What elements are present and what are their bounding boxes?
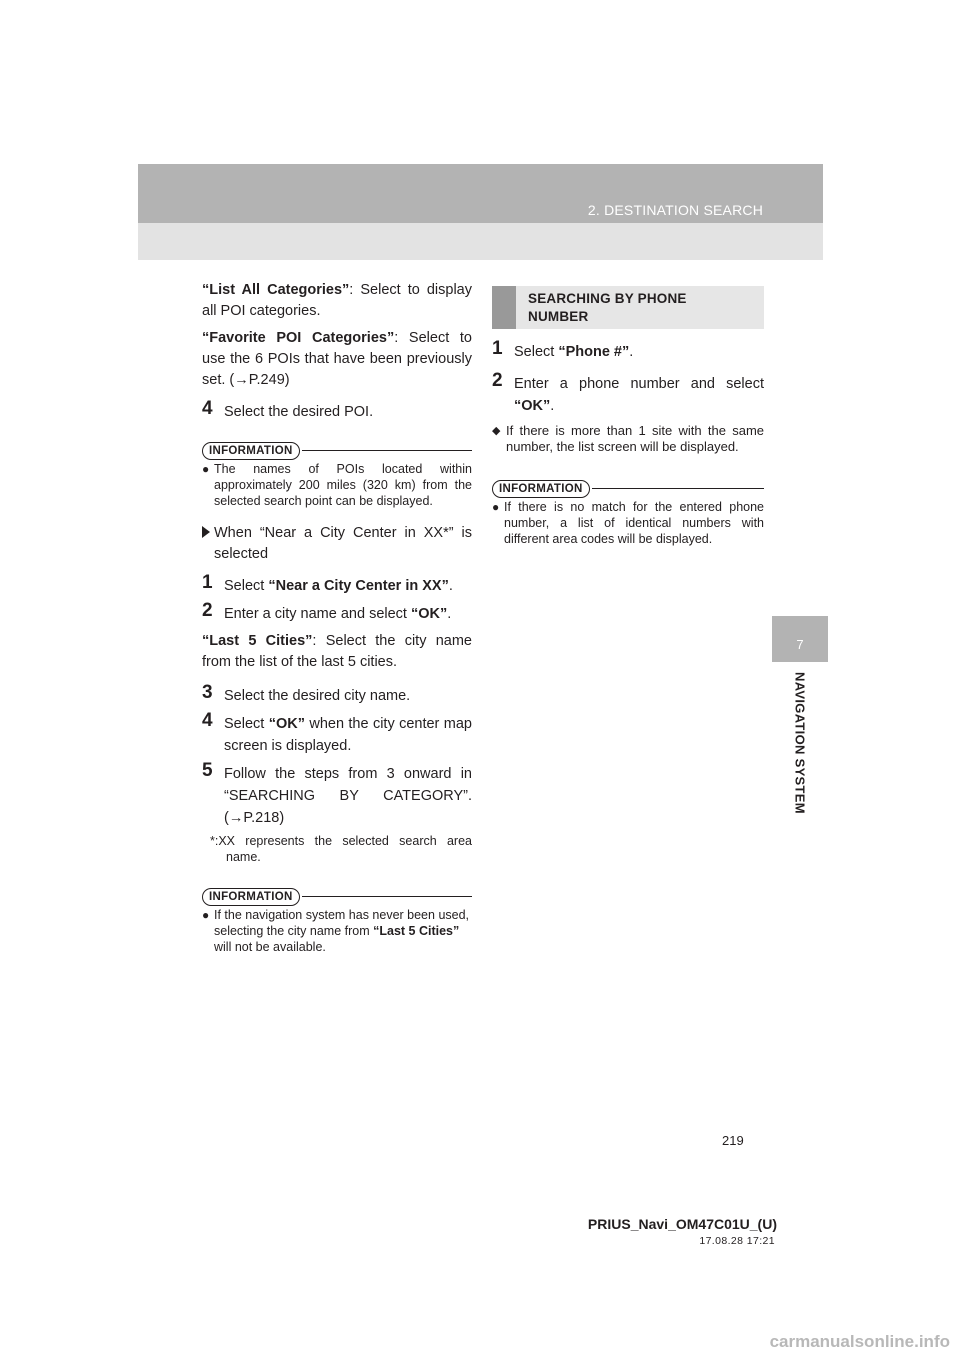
chapter-side-label bbox=[790, 672, 810, 812]
bullet-diamond-icon: ◆ bbox=[492, 425, 501, 437]
step-number: 5 bbox=[202, 760, 213, 781]
list-all-text: : Select to display all POI categories. bbox=[202, 282, 472, 319]
favorite-term: “Favorite POI Categories” bbox=[202, 330, 395, 346]
step-text-end: when the city center map screen is displayed. bbox=[224, 716, 472, 754]
last-5-text: : Select the city name from the list of the last 5 cities. bbox=[202, 633, 472, 670]
step-text-end: . bbox=[629, 344, 634, 360]
step-text: Select the desired POI. bbox=[224, 404, 374, 420]
section-heading-phone bbox=[492, 286, 764, 329]
information-divider bbox=[592, 488, 764, 489]
step-term: “Phone #” bbox=[558, 344, 630, 360]
information-box-3 bbox=[492, 479, 764, 547]
information-divider bbox=[302, 896, 472, 897]
step-text: Select bbox=[224, 578, 269, 594]
watermark: carmanualsonline.info bbox=[769, 1332, 950, 1351]
triangle-arrow-icon bbox=[202, 526, 210, 538]
information-box-1 bbox=[202, 441, 472, 509]
step-text-end: . bbox=[447, 606, 452, 622]
section-header-text: 2. DESTINATION SEARCH bbox=[587, 202, 763, 218]
step-text: Enter a city name and select bbox=[224, 606, 411, 622]
chapter-number: 7 bbox=[796, 637, 804, 652]
header-bar bbox=[138, 164, 823, 223]
information-divider bbox=[302, 450, 472, 451]
step-number: 4 bbox=[202, 398, 213, 419]
step-phone-2 bbox=[492, 370, 764, 417]
step-near-city-1 bbox=[202, 572, 472, 597]
step-text: Select bbox=[224, 716, 269, 732]
near-city-heading bbox=[202, 523, 472, 565]
chapter-tab bbox=[772, 616, 828, 662]
information-box-2 bbox=[202, 887, 472, 955]
step-near-city-4 bbox=[202, 710, 472, 757]
chapter-label-text: NAVIGATION SYSTEM bbox=[792, 672, 808, 814]
step-number: 1 bbox=[492, 338, 503, 359]
step-term: “OK” bbox=[268, 716, 305, 732]
document-code: PRIUS_Navi_OM47C01U_(U) bbox=[587, 1216, 777, 1232]
step-phone-1 bbox=[492, 338, 764, 363]
step-select-poi bbox=[202, 398, 472, 423]
bullet-multiple-sites bbox=[492, 423, 764, 455]
information-tag: INFORMATION bbox=[202, 888, 300, 906]
favorite-text: : Select to use the 6 POIs that have been previously set. (→P.249) bbox=[202, 330, 472, 388]
footnote: *:XX represents the selected search area name. bbox=[210, 834, 472, 864]
step-term: “OK” bbox=[411, 606, 448, 622]
step-text-end: . bbox=[550, 398, 555, 414]
list-all-categories-para bbox=[202, 280, 472, 322]
information-item bbox=[202, 907, 472, 955]
bullet-dot-icon: ● bbox=[202, 462, 210, 476]
information-tag: INFORMATION bbox=[202, 442, 300, 460]
step-term: “OK” bbox=[514, 398, 551, 414]
step-number: 4 bbox=[202, 710, 213, 731]
bullet-dot-icon: ● bbox=[202, 908, 210, 922]
step-text: Enter a phone number and select bbox=[514, 376, 764, 392]
section-title-line-2: NUMBER bbox=[528, 309, 589, 324]
left-column bbox=[202, 280, 472, 969]
information-tag: INFORMATION bbox=[492, 480, 590, 498]
step-number: 1 bbox=[202, 572, 213, 593]
information-text: If there is no match for the entered phone number, a list of identical numbers with different area codes will be displayed. bbox=[504, 500, 764, 546]
page-number: 219 bbox=[722, 1133, 744, 1148]
favorite-categories-para bbox=[202, 328, 472, 391]
step-text-end: . bbox=[448, 578, 453, 594]
information-term: “Last 5 Cities” bbox=[373, 924, 460, 938]
section-heading-title bbox=[528, 290, 687, 326]
step-text: Follow the steps from 3 onward in “SEARCHING BY CATEGORY”. (→P.218) bbox=[224, 766, 472, 826]
print-timestamp: 17.08.28 17:21 bbox=[699, 1235, 775, 1247]
last-5-term: “Last 5 Cities” bbox=[202, 633, 313, 649]
section-title-line-1: SEARCHING BY PHONE bbox=[528, 291, 687, 306]
bullet-dot-icon: ● bbox=[492, 500, 500, 514]
step-text: Select bbox=[514, 344, 559, 360]
information-item bbox=[202, 461, 472, 509]
last-5-cities-para bbox=[202, 631, 472, 673]
step-near-city-2 bbox=[202, 600, 472, 625]
information-text: The names of POIs located within approximately 200 miles (320 km) from the selected search point can be displayed. bbox=[214, 462, 472, 508]
step-term: “Near a City Center in XX” bbox=[268, 578, 449, 594]
step-near-city-5 bbox=[202, 760, 472, 829]
right-column bbox=[492, 286, 764, 561]
information-text-end: will not be available. bbox=[214, 940, 326, 954]
step-near-city-3 bbox=[202, 682, 472, 707]
step-text: Select the desired city name. bbox=[224, 688, 411, 704]
information-item bbox=[492, 499, 764, 547]
step-number: 2 bbox=[202, 600, 213, 621]
step-number: 3 bbox=[202, 682, 213, 703]
section-header-title bbox=[63, 202, 823, 218]
near-city-heading-text: When “Near a City Center in XX*” is selected bbox=[214, 525, 472, 562]
header-sub-bar bbox=[138, 223, 823, 260]
step-number: 2 bbox=[492, 370, 503, 391]
information-text: If the navigation system has never been used, selecting the city name from bbox=[214, 908, 470, 938]
bullet-text: If there is more than 1 site with the same number, the list screen will be displayed. bbox=[506, 423, 764, 454]
section-heading-bar bbox=[492, 286, 516, 329]
list-all-term: “List All Categories” bbox=[202, 282, 350, 298]
